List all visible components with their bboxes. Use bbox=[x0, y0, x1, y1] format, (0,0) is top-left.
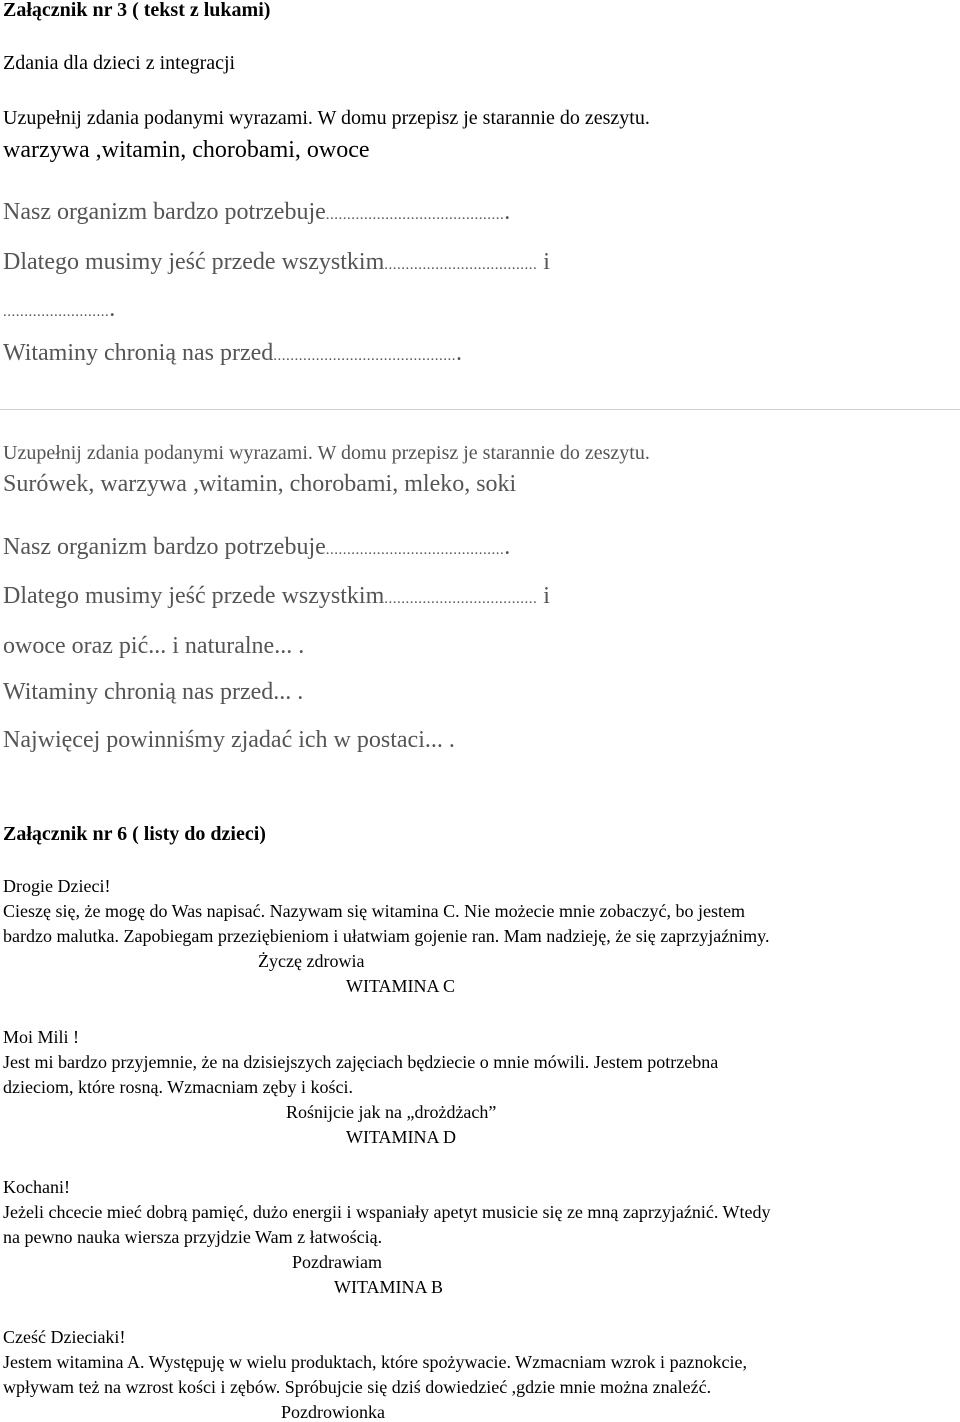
exercise-2-sentence-5: Najwięcej powinniśmy zjadać ich w postaci... . bbox=[3, 727, 455, 753]
sentence-text: Witaminy chronią nas przed bbox=[3, 340, 274, 366]
letter-greeting: Kochani! bbox=[3, 1177, 70, 1197]
sentence-end: i bbox=[537, 249, 550, 275]
exercise-2-sentence-1 bbox=[3, 535, 510, 559]
letter-closing: Rośnijcie jak na „drożdżach” bbox=[286, 1102, 497, 1122]
sentence-text: Nasz organizm bardzo potrzebuje bbox=[3, 199, 326, 225]
letter-signature: WITAMINA B bbox=[334, 1277, 444, 1297]
sentence-end: . bbox=[504, 534, 511, 560]
letter-body-line: Jeżeli chcecie mieć dobrą pamięć, dużo energii i wspaniały apetyt musicie się ze mną zaprzyjaźnić. Wtedy bbox=[3, 1202, 771, 1222]
exercise-1-sentence-2 bbox=[3, 250, 550, 274]
blank-dots: .................................... bbox=[384, 591, 538, 607]
exercise-2-word-bank: Surówek, warzywa ,witamin, chorobami, mleko, soki bbox=[3, 471, 517, 497]
sentence-end: . bbox=[109, 296, 116, 322]
sentence-text: Dlatego musimy jeść przede wszystkim bbox=[3, 249, 385, 275]
exercise-1-sentence-4 bbox=[3, 341, 462, 365]
exercise-1-word-bank: warzywa ,witamin, chorobami, owoce bbox=[3, 137, 370, 163]
letter-greeting: Drogie Dzieci! bbox=[3, 876, 111, 896]
letter-closing: Pozdrawiam bbox=[292, 1252, 382, 1272]
letter-closing: Pozdrowionka bbox=[281, 1402, 385, 1422]
letter-body-line: bardzo malutka. Zapobiegam przeziębieniom i ułatwiam gojenie ran. Mam nadzieję, że się zaprzyjaźnimy. bbox=[3, 926, 770, 946]
sentence-end: i bbox=[537, 583, 550, 609]
letter-body-line: Cieszę się, że mogę do Was napisać. Nazywam się witamina C. Nie możecie mnie zobaczyć, bo jestem bbox=[3, 901, 745, 921]
exercise-2-instruction: Uzupełnij zdania podanymi wyrazami. W domu przepisz je starannie do zeszytu. bbox=[3, 442, 650, 464]
sentence-text: Dlatego musimy jeść przede wszystkim bbox=[3, 583, 385, 609]
letter-signature: WITAMINA C bbox=[346, 976, 456, 996]
letter-body-line: na pewno nauka wiersza przyjdzie Wam z łatwością. bbox=[3, 1227, 383, 1247]
letter-signature: WITAMINA D bbox=[346, 1127, 457, 1147]
exercise-1-sentence-3 bbox=[3, 297, 115, 321]
letter-greeting: Cześć Dzieciaki! bbox=[3, 1327, 126, 1347]
letter-greeting: Moi Mili ! bbox=[3, 1027, 80, 1047]
exercise-1-sentence-1 bbox=[3, 200, 510, 224]
attachment-6-title: Załącznik nr 6 ( listy do dzieci) bbox=[3, 823, 266, 845]
sentence-end: . bbox=[456, 340, 463, 366]
document-subtitle: Zdania dla dzieci z integracji bbox=[3, 52, 236, 74]
sentence-end: . bbox=[504, 199, 511, 225]
exercise-1-instruction: Uzupełnij zdania podanymi wyrazami. W domu przepisz je starannie do zeszytu. bbox=[3, 107, 650, 129]
exercise-2-sentence-2 bbox=[3, 584, 550, 608]
exercise-2-sentence-4: Witaminy chronią nas przed... . bbox=[3, 679, 304, 705]
blank-dots: .......................................... bbox=[325, 542, 505, 558]
letter-body-line: Jestem witamina A. Występuję w wielu produktach, które spożywacie. Wzmacniam wzrok i paznokcie, bbox=[3, 1352, 748, 1372]
letter-body-line: wpływam też na wzrost kości i zębów. Spróbujcie się dziś dowiedzieć ,gdzie mnie można znaleźć. bbox=[3, 1377, 712, 1397]
blank-dots: .................................... bbox=[384, 257, 538, 273]
letter-body-line: dzieciom, które rosną. Wzmacniam zęby i kości. bbox=[3, 1077, 354, 1097]
blank-dots: ........................................... bbox=[273, 348, 457, 364]
letter-closing: Życzę zdrowia bbox=[258, 951, 365, 971]
blank-dots: .......................................... bbox=[325, 207, 505, 223]
section-divider bbox=[0, 409, 960, 410]
sentence-text: Nasz organizm bardzo potrzebuje bbox=[3, 534, 326, 560]
document-title: Załącznik nr 3 ( tekst z lukami) bbox=[3, 0, 271, 21]
blank-dots: ......................... bbox=[3, 304, 110, 320]
letter-body-line: Jest mi bardzo przyjemnie, że na dzisiejszych zajęciach będziecie o mnie mówili. Jestem potrzebna bbox=[3, 1052, 719, 1072]
exercise-2-sentence-3: owoce oraz pić... i naturalne... . bbox=[3, 633, 305, 659]
